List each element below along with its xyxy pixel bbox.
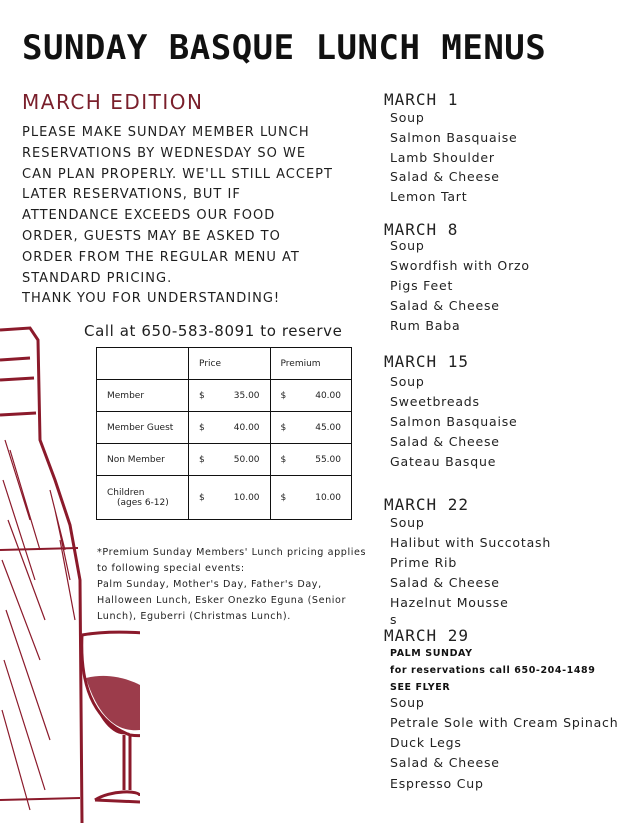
premium-cell: $ 10.00 bbox=[270, 476, 351, 520]
table-header-row bbox=[97, 348, 352, 380]
menu-item: Salmon Basquaise bbox=[390, 130, 518, 145]
intro-line: ATTENDANCE EXCEEDS OUR FOOD bbox=[22, 208, 276, 224]
menu-item: Soup bbox=[390, 695, 425, 710]
note-line: Lunch), Eguberri (Christmas Lunch). bbox=[97, 611, 291, 622]
menu-item: Swordfish with Orzo bbox=[390, 258, 530, 273]
menu-item: Sweetbreads bbox=[390, 394, 480, 409]
menu-item: Prime Rib bbox=[390, 555, 458, 570]
pricing-table bbox=[96, 347, 352, 520]
menu-item: Hazelnut Mousse bbox=[390, 595, 509, 610]
page-title: SUNDAY BASQUE LUNCH MENUS bbox=[22, 28, 547, 68]
menu-item: Petrale Sole with Cream Spinach bbox=[390, 715, 619, 730]
premium-cell: $ 55.00 bbox=[270, 444, 351, 476]
table-row bbox=[97, 476, 352, 520]
menu-item: Rum Baba bbox=[390, 318, 461, 333]
note-line: *Premium Sunday Members' Lunch pricing applies bbox=[97, 547, 367, 558]
intro-line: RESERVATIONS BY WEDNESDAY SO WE bbox=[22, 145, 307, 161]
menu-item: Salad & Cheese bbox=[390, 298, 500, 313]
reservation-intro bbox=[22, 123, 352, 310]
menu-item: Salad & Cheese bbox=[390, 575, 500, 590]
table-row bbox=[97, 380, 352, 412]
menu-item: Lamb Shoulder bbox=[390, 150, 495, 165]
intro-line: CAN PLAN PROPERLY. WE'LL STILL ACCEPT bbox=[22, 166, 333, 182]
menu-item: Halibut with Succotash bbox=[390, 535, 552, 550]
table-row bbox=[97, 412, 352, 444]
menu-note: PALM SUNDAY bbox=[390, 648, 473, 659]
price-cell: $ 40.00 bbox=[189, 412, 270, 444]
call-to-reserve: Call at 650-583-8091 to reserve bbox=[84, 322, 343, 340]
row-label: Non Member bbox=[97, 444, 189, 476]
table-corner-cell bbox=[97, 348, 189, 380]
note-line: Palm Sunday, Mother's Day, Father's Day, bbox=[97, 579, 322, 590]
menu-item: Soup bbox=[390, 238, 425, 253]
intro-line: THANK YOU FOR UNDERSTANDING! bbox=[22, 291, 281, 307]
menu-item: Salad & Cheese bbox=[390, 755, 500, 770]
intro-line: PLEASE MAKE SUNDAY MEMBER LUNCH bbox=[22, 125, 310, 140]
menu-date-march-15: MARCH 15 bbox=[384, 352, 470, 371]
price-cell: $ 50.00 bbox=[189, 444, 270, 476]
menu-date-march-22: MARCH 22 bbox=[384, 495, 470, 514]
menu-item: Duck Legs bbox=[390, 735, 462, 750]
row-label: Children (ages 6-12) bbox=[97, 476, 189, 520]
price-cell: $ 10.00 bbox=[189, 476, 270, 520]
price-header: Price bbox=[189, 348, 270, 380]
menu-item: Soup bbox=[390, 110, 425, 125]
premium-header: Premium bbox=[270, 348, 351, 380]
premium-cell: $ 40.00 bbox=[270, 380, 351, 412]
menu-item: Soup bbox=[390, 515, 425, 530]
intro-line: LATER RESERVATIONS, BUT IF bbox=[22, 187, 241, 203]
menu-item: Salad & Cheese bbox=[390, 434, 500, 449]
table-row bbox=[97, 444, 352, 476]
menu-item: Salmon Basquaise bbox=[390, 414, 518, 429]
premium-cell: $ 45.00 bbox=[270, 412, 351, 444]
edition-heading: MARCH EDITION bbox=[22, 90, 204, 114]
premium-pricing-note bbox=[97, 545, 367, 625]
menu-date-march-8: MARCH 8 bbox=[384, 220, 459, 239]
note-line: to following special events: bbox=[97, 563, 245, 574]
intro-line: STANDARD PRICING. bbox=[22, 270, 173, 286]
menu-date-march-29: MARCH 29 bbox=[384, 626, 470, 645]
intro-line: ORDER FROM THE REGULAR MENU AT bbox=[22, 249, 300, 265]
note-line: Halloween Lunch, Esker Onezko Eguna (Senior bbox=[97, 595, 347, 606]
price-cell: $ 35.00 bbox=[189, 380, 270, 412]
menu-item: Lemon Tart bbox=[390, 189, 468, 204]
menu-item: Espresso Cup bbox=[390, 776, 484, 791]
menu-note: SEE FLYER bbox=[390, 682, 451, 693]
menu-item: Pigs Feet bbox=[390, 278, 454, 293]
menu-note: for reservations call 650-204-1489 bbox=[390, 665, 596, 676]
menu-item: Soup bbox=[390, 374, 425, 389]
intro-line: ORDER, GUESTS MAY BE ASKED TO bbox=[22, 228, 281, 244]
menu-item: Salad & Cheese bbox=[390, 169, 500, 184]
menu-item: Gateau Basque bbox=[390, 454, 497, 469]
row-label: Member Guest bbox=[97, 412, 189, 444]
menu-date-march-1: MARCH 1 bbox=[384, 90, 459, 109]
menu-item: s bbox=[390, 612, 398, 627]
row-label: Member bbox=[97, 380, 189, 412]
